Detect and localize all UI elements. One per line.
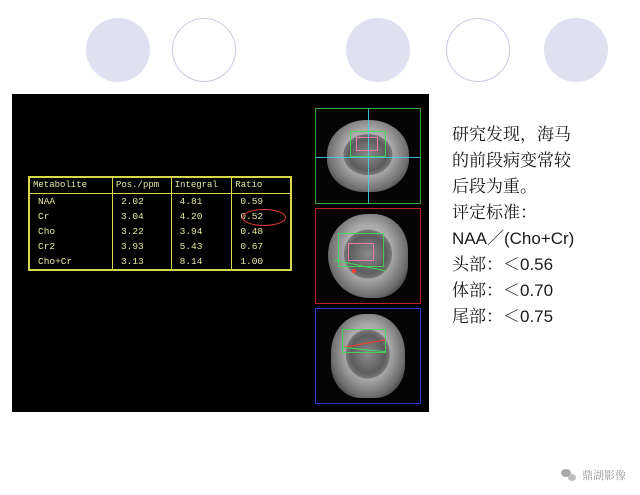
cell-ratio: 1.00 bbox=[232, 254, 291, 270]
note-line-7: 体部：＜0.70 bbox=[452, 281, 554, 300]
table-row bbox=[30, 224, 291, 239]
cell-position: 3.93 bbox=[112, 239, 171, 254]
cell-integral: 8.14 bbox=[171, 254, 232, 270]
axial-brain-image bbox=[315, 108, 421, 204]
cell-position: 3.04 bbox=[112, 209, 171, 224]
coronal-brain-image bbox=[315, 308, 421, 404]
cell-position: 3.22 bbox=[112, 224, 171, 239]
table-header-row bbox=[30, 178, 291, 194]
mrs-scan-panel bbox=[12, 94, 429, 412]
note-line-8: 尾部：＜0.75 bbox=[452, 307, 554, 326]
cell-metabolite: Cho+Cr bbox=[30, 254, 113, 270]
decorative-circle-2 bbox=[172, 18, 236, 82]
voxel-grid-pink bbox=[348, 243, 374, 261]
table-row bbox=[30, 254, 291, 270]
note-line-4: 评定标准： bbox=[452, 203, 537, 222]
table-row bbox=[30, 194, 291, 210]
cell-integral: 5.43 bbox=[171, 239, 232, 254]
decorative-circles bbox=[0, 18, 640, 90]
note-line-5: NAA／(Cho+Cr) bbox=[452, 229, 575, 248]
note-line-2: 的前段病变常较 bbox=[452, 151, 571, 170]
cell-integral: 4.81 bbox=[171, 194, 232, 210]
note-line-3: 后段为重。 bbox=[452, 177, 537, 196]
cell-ratio: 0.52 bbox=[232, 209, 291, 224]
cell-ratio: 0.48 bbox=[232, 224, 291, 239]
cell-position: 3.13 bbox=[112, 254, 171, 270]
roi-marker-red bbox=[352, 269, 356, 273]
cell-integral: 4.20 bbox=[171, 209, 232, 224]
header-metabolite: Metabolite bbox=[30, 178, 113, 194]
voxel-grid-pink bbox=[356, 137, 378, 151]
cell-ratio: 0.67 bbox=[232, 239, 291, 254]
table-row bbox=[30, 209, 291, 224]
decorative-circle-5 bbox=[544, 18, 608, 82]
cell-metabolite: Cr2 bbox=[30, 239, 113, 254]
decorative-circle-3 bbox=[346, 18, 410, 82]
decorative-circle-1 bbox=[86, 18, 150, 82]
header-integral: Integral bbox=[171, 178, 232, 194]
note-line-6: 头部：＜0.56 bbox=[452, 255, 554, 274]
cell-integral: 3.94 bbox=[171, 224, 232, 239]
cell-metabolite: Cr bbox=[30, 209, 113, 224]
cell-position: 2.02 bbox=[112, 194, 171, 210]
cell-metabolite: NAA bbox=[30, 194, 113, 210]
brain-shape bbox=[331, 314, 405, 398]
sagittal-head-image bbox=[315, 208, 421, 304]
mri-thumbnail-column bbox=[315, 108, 423, 408]
note-line-1: 研究发现，海马 bbox=[452, 125, 571, 144]
table-row bbox=[30, 239, 291, 254]
footer-watermark bbox=[561, 467, 626, 483]
header-position: Pos./ppm bbox=[112, 178, 171, 194]
metabolite-table bbox=[28, 176, 292, 271]
wechat-icon bbox=[561, 469, 576, 481]
header-ratio: Ratio bbox=[232, 178, 291, 194]
notes-text-block bbox=[452, 122, 634, 330]
cell-metabolite: Cho bbox=[30, 224, 113, 239]
decorative-circle-4 bbox=[446, 18, 510, 82]
cell-ratio: 0.59 bbox=[232, 194, 291, 210]
watermark-label: 鼎湖影像 bbox=[582, 470, 626, 482]
